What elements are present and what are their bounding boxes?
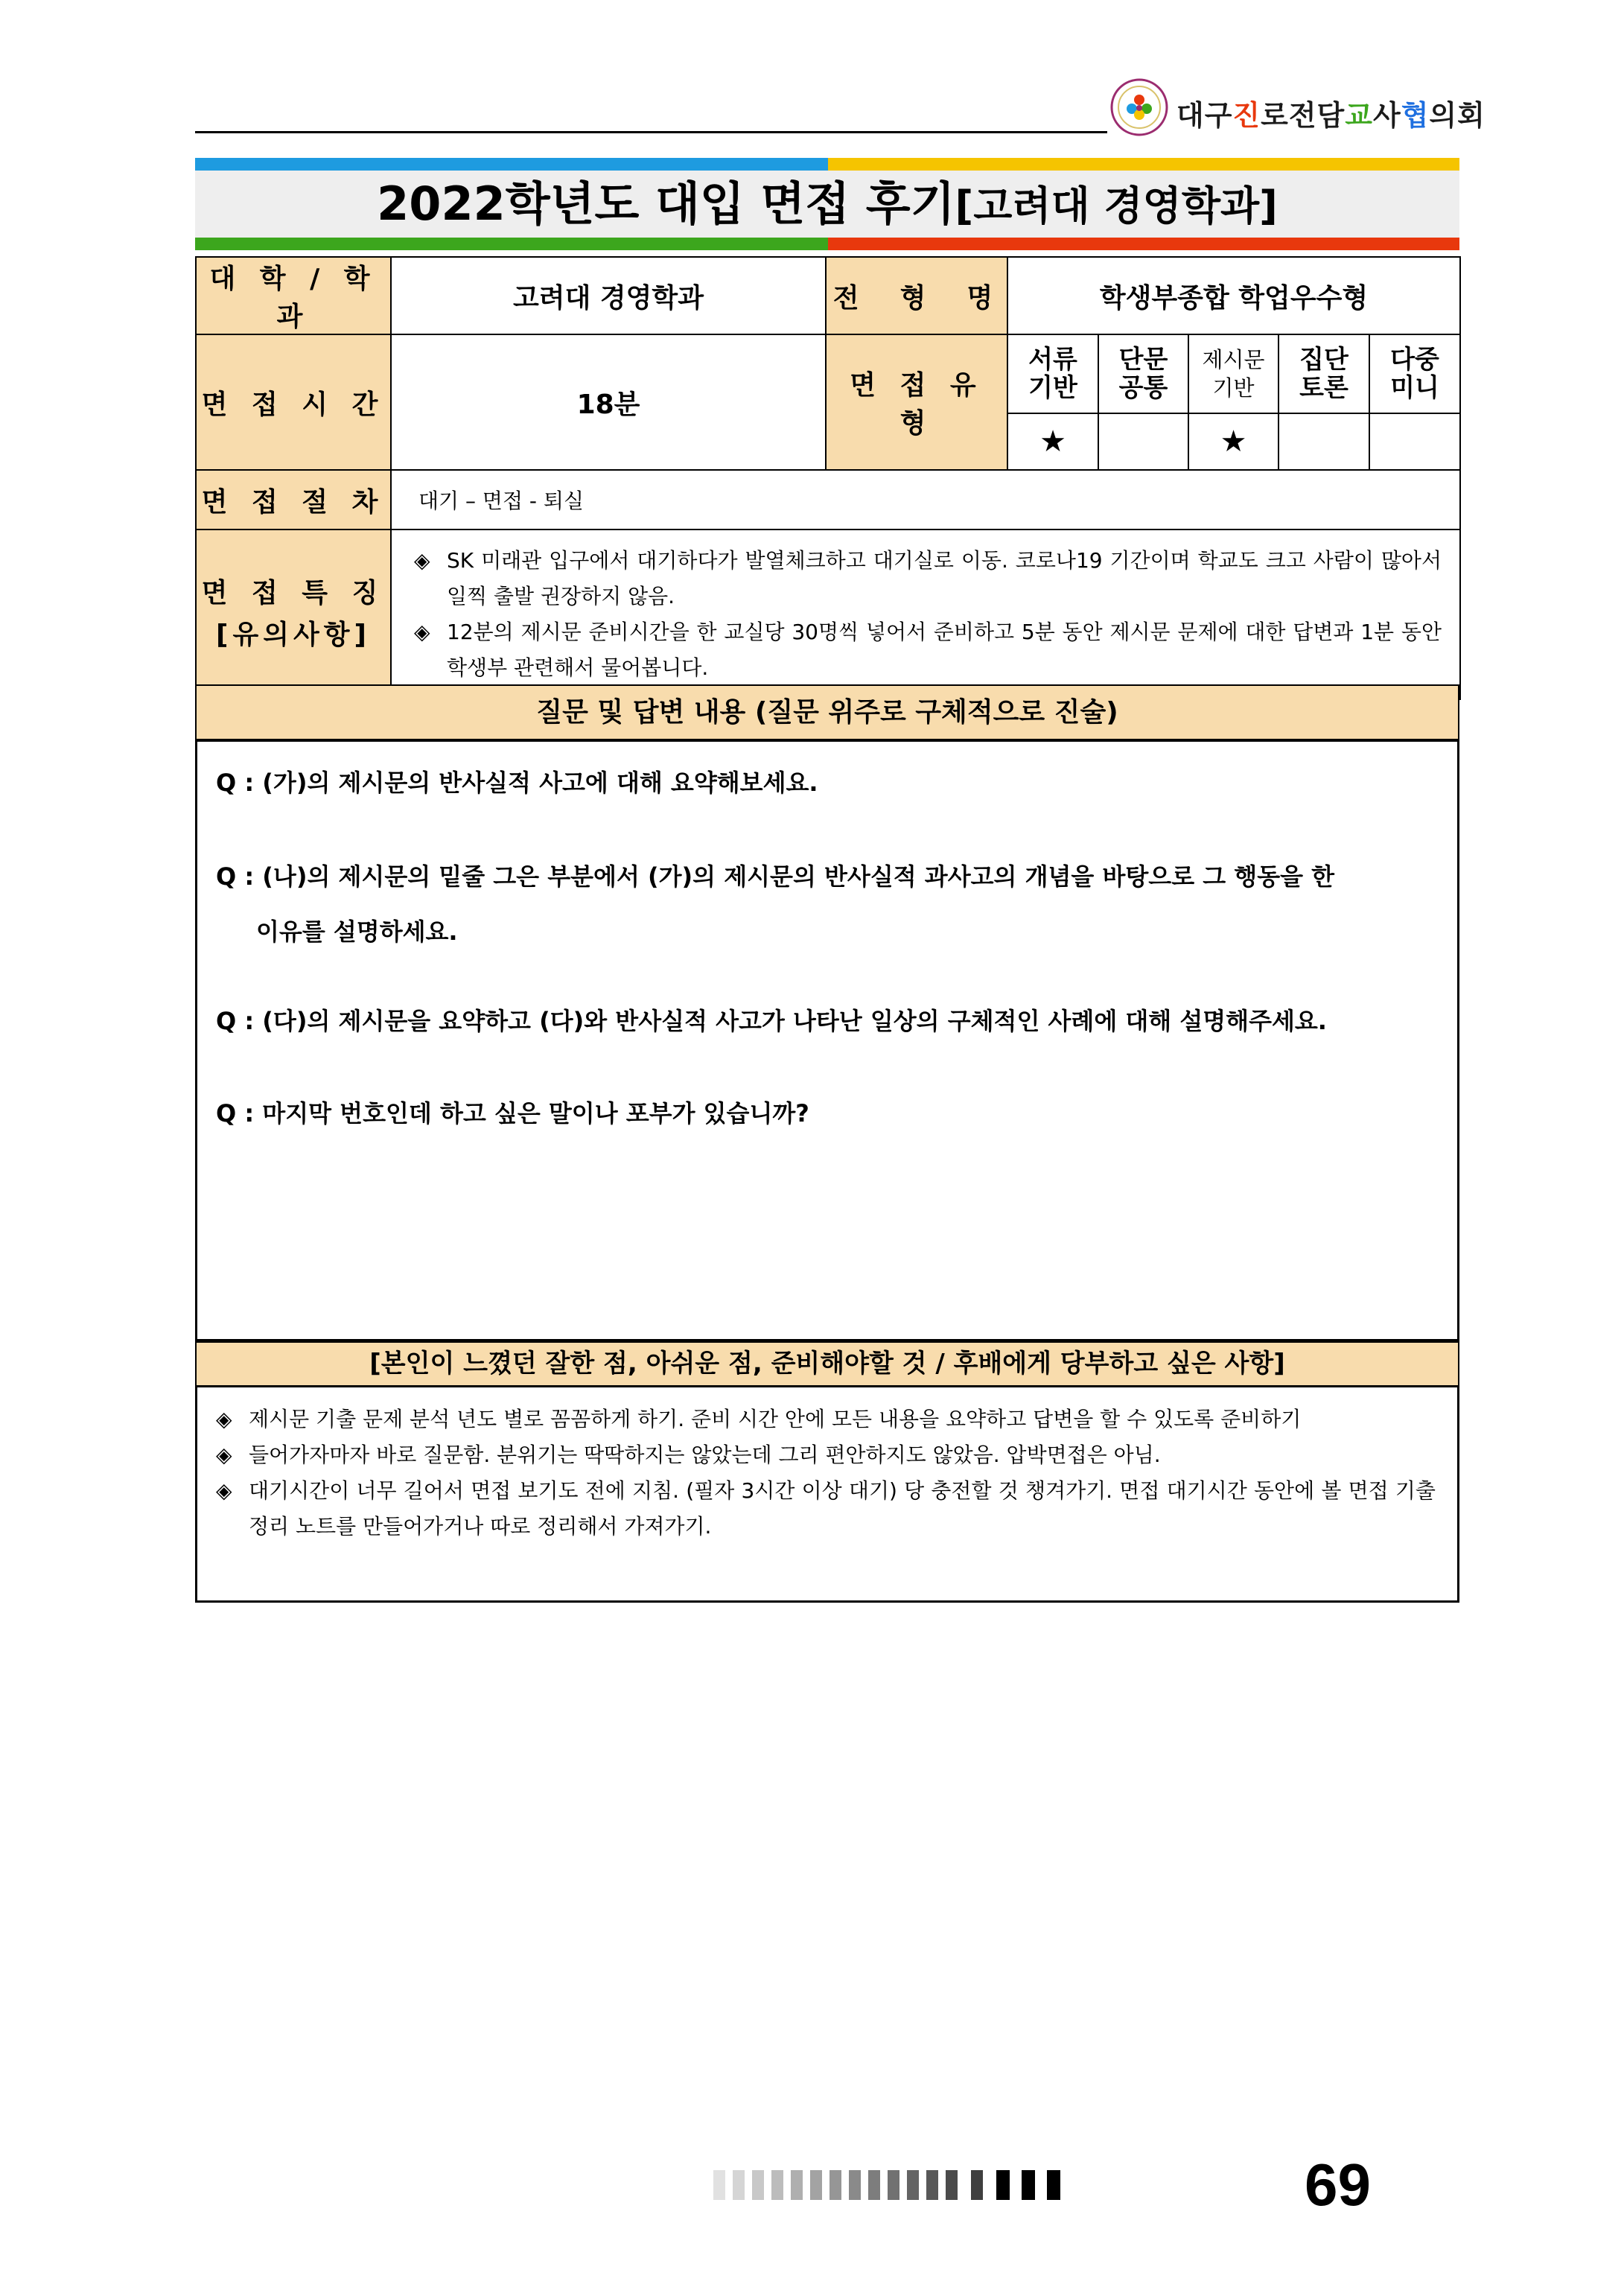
kind-star-4 <box>1369 413 1460 470</box>
page-block <box>829 2170 841 2200</box>
admission-type-label: 전 형 명 <box>826 257 1007 334</box>
features-list <box>391 530 1460 699</box>
page-block <box>810 2170 822 2200</box>
page-block <box>849 2170 861 2200</box>
kind-star-2: ★ <box>1188 413 1278 470</box>
council-emblem-icon <box>1109 77 1169 137</box>
page-title <box>195 171 1459 238</box>
kind-star-0: ★ <box>1007 413 1098 470</box>
procedure-value: 대기 – 면접 - 퇴실 <box>391 470 1460 530</box>
page-block <box>1047 2170 1060 2200</box>
title-sub: [고려대 경영학과] <box>955 182 1278 229</box>
title-bar-blue <box>195 158 828 171</box>
council-name-part: 사 <box>1372 99 1401 132</box>
page-gradient-blocks <box>713 2170 1264 2200</box>
kind-star-1 <box>1098 413 1188 470</box>
feature-item: ◈ 12분의 제시문 준비시간을 한 교실당 30명씩 넣어서 준비하고 5분 동안 제시문 문제에 대한 답변과 1분 동안 학생부 관련해서 물어봅니다. <box>414 620 1442 680</box>
question-3: Q : (다)의 제시문을 요약하고 (다)와 반사실적 사고가 나타난 일상의 구체적인 사례에 대해 설명해주세요. <box>216 1007 1327 1035</box>
council-name-part: 로전담 <box>1261 99 1346 132</box>
tips-divider <box>197 1386 1457 1387</box>
kind-passage: 제시문 기반 <box>1188 334 1278 413</box>
page-block <box>752 2170 764 2200</box>
university-label: 대 학 / 학 과 <box>196 257 391 334</box>
tip-item: ◈ 들어가자마자 바로 질문함. 분위기는 딱딱하지는 않았는데 그리 편안하지도 않았음. 압박면접은 아님. <box>216 1443 1161 1467</box>
kind-mmi: 다중 미니 <box>1369 334 1460 413</box>
interview-time-label: 면 접 시 간 <box>196 334 391 470</box>
council-name-part: 진 <box>1232 99 1261 132</box>
question-2-continued: 이유를 설명하세요. <box>256 918 458 946</box>
tips-list <box>216 1402 1436 1545</box>
question-2: Q : (나)의 제시문의 밑줄 그은 부분에서 (가)의 제시문의 반사실적 과사고의 개념을 바탕으로 그 행동을 한 <box>216 862 1335 891</box>
page-block <box>791 2170 803 2200</box>
interview-info-table <box>195 256 1461 700</box>
title-bar-red <box>828 238 1459 250</box>
kind-document: 서류 기반 <box>1007 334 1098 413</box>
page-block <box>996 2170 1010 2200</box>
qa-heading: 질문 및 답변 내용 (질문 위주로 구체적으로 진술) <box>195 684 1459 740</box>
header-rule <box>195 131 1107 133</box>
interview-kind-label: 면 접 유 형 <box>826 334 1007 470</box>
page-block <box>888 2170 899 2200</box>
tip-item: ◈ 제시문 기출 문제 분석 년도 별로 꼼꼼하게 하기. 준비 시간 안에 모든 내용을 요약하고 답변을 할 수 있도록 준비하기 <box>216 1407 1302 1431</box>
kind-group-discussion: 집단 토론 <box>1278 334 1369 413</box>
feature-item: ◈ SK 미래관 입구에서 대기하다가 발열체크하고 대기실로 이동. 코로나19 기간이며 학교도 크고 사람이 많아서 일찍 출발 권장하지 않음. <box>414 548 1442 608</box>
council-name <box>1176 92 1486 133</box>
council-name-part: 의회 <box>1429 99 1486 132</box>
kind-short-answer: 단문 공통 <box>1098 334 1188 413</box>
council-name-part: 교 <box>1345 99 1373 132</box>
page-block <box>713 2170 725 2200</box>
page-block <box>926 2170 938 2200</box>
university-value: 고려대 경영학과 <box>391 257 826 334</box>
page-block <box>1022 2170 1035 2200</box>
council-name-part: 대구 <box>1176 99 1233 132</box>
council-name-part: 협 <box>1401 99 1430 132</box>
title-bar-green <box>195 238 828 250</box>
tips-heading: [본인이 느꼈던 잘한 점, 아쉬운 점, 준비해야할 것 / 후배에게 당부하고 싶은 사항] <box>195 1341 1459 1387</box>
title-main: 2022학년도 대입 면접 후기 <box>377 177 955 231</box>
title-bar-yellow <box>828 158 1459 171</box>
page-block <box>868 2170 880 2200</box>
page-block <box>771 2170 783 2200</box>
tip-item: ◈ 대기시간이 너무 길어서 면접 보기도 전에 지침. (필자 3시간 이상 대기) 당 충전할 것 챙겨가기. 면접 대기시간 동안에 볼 면접 기출 정리 노트를 만들어가거나 따로 정리해서 가져가기. <box>216 1478 1436 1539</box>
features-label: 면 접 특 징 [유의사항] <box>196 530 391 699</box>
question-1: Q : (가)의 제시문의 반사실적 사고에 대해 요약해보세요. <box>216 769 818 797</box>
page-block <box>971 2170 983 2200</box>
interview-time-value: 18분 <box>391 334 826 470</box>
qa-divider <box>197 740 1457 742</box>
procedure-label: 면 접 절 차 <box>196 470 391 530</box>
page-block <box>946 2170 958 2200</box>
admission-type-value: 학생부종합 학업우수형 <box>1007 257 1460 334</box>
qa-box <box>195 740 1459 1341</box>
page-number: 69 <box>1305 2152 1371 2218</box>
question-4: Q : 마지막 번호인데 하고 싶은 말이나 포부가 있습니까? <box>216 1099 809 1128</box>
kind-star-3 <box>1278 413 1369 470</box>
page-block <box>907 2170 919 2200</box>
page-block <box>733 2170 745 2200</box>
